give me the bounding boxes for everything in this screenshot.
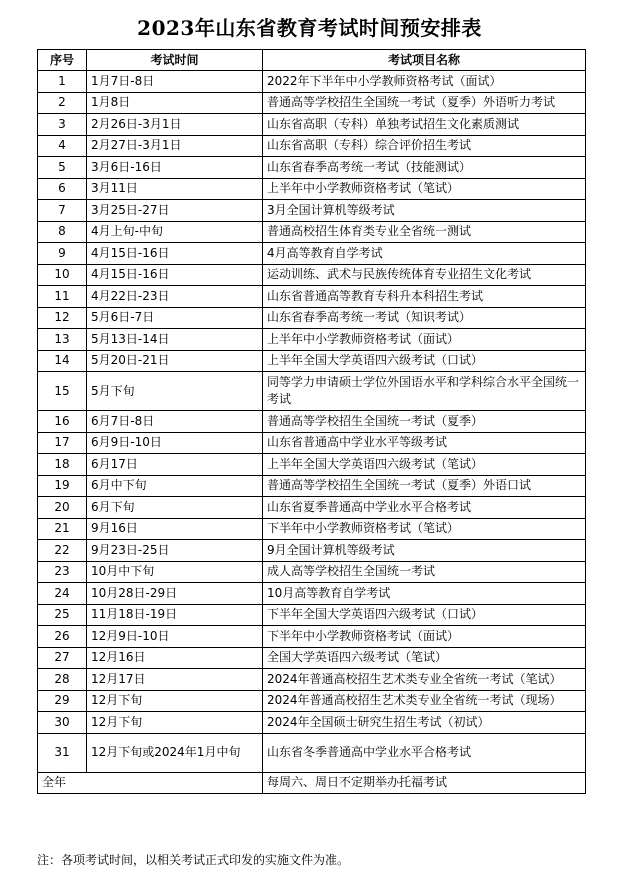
row-number: 12 [38,307,87,329]
row-exam-time: 6月中下旬 [87,475,263,497]
exam-schedule-table [37,49,586,794]
row-exam-name: 山东省冬季普通高中学业水平合格考试 [263,733,586,772]
row-exam-time: 9月23日-25日 [87,540,263,562]
row-number: 31 [38,733,87,772]
row-exam-time: 4月15日-16日 [87,243,263,265]
footnote: 注：各项考试时间，以相关考试正式印发的实施文件为准。 [37,853,350,867]
row-exam-name: 普通高等学校招生全国统一考试（夏季） [263,411,586,433]
row-exam-name: 山东省普通高中学业水平等级考试 [263,432,586,454]
row-number: 15 [38,372,87,411]
row-exam-time: 3月6日-16日 [87,157,263,179]
all-year-label: 全年 [38,772,263,794]
row-exam-time: 6月17日 [87,454,263,476]
row-exam-name: 2022年下半年中小学教师资格考试（面试） [263,71,586,93]
row-exam-name: 2024年全国硕士研究生招生考试（初试） [263,712,586,734]
row-exam-name: 山东省春季高考统一考试（知识考试） [263,307,586,329]
row-number: 10 [38,264,87,286]
row-number: 17 [38,432,87,454]
row-number: 18 [38,454,87,476]
row-number: 20 [38,497,87,519]
row-number: 24 [38,583,87,605]
row-exam-name: 普通高等学校招生全国统一考试（夏季）外语口试 [263,475,586,497]
row-number: 3 [38,114,87,136]
table-row [38,135,586,157]
row-exam-name: 下半年中小学教师资格考试（笔试） [263,518,586,540]
table-row [38,690,586,712]
row-exam-time: 5月20日-21日 [87,350,263,372]
row-exam-time: 9月16日 [87,518,263,540]
row-exam-name: 4月高等教育自学考试 [263,243,586,265]
row-number: 25 [38,604,87,626]
row-exam-time: 12月17日 [87,669,263,691]
row-exam-name: 9月全国计算机等级考试 [263,540,586,562]
row-exam-time: 2月26日-3月1日 [87,114,263,136]
row-exam-name: 普通高等学校招生全国统一考试（夏季）外语听力考试 [263,92,586,114]
row-exam-name: 普通高校招生体育类专业全省统一测试 [263,221,586,243]
table-row [38,540,586,562]
row-exam-name: 山东省夏季普通高中学业水平合格考试 [263,497,586,519]
row-exam-time: 12月下旬 [87,690,263,712]
row-exam-name: 上半年全国大学英语四六级考试（口试） [263,350,586,372]
row-exam-name: 山东省高职（专科）单独考试招生文化素质测试 [263,114,586,136]
table-row [38,733,586,772]
row-number: 7 [38,200,87,222]
row-number: 9 [38,243,87,265]
table-row [38,329,586,351]
header-no: 序号 [38,50,87,71]
row-exam-name: 10月高等教育自学考试 [263,583,586,605]
table-row-all-year [38,772,586,794]
table-row [38,583,586,605]
row-number: 22 [38,540,87,562]
row-exam-time: 12月16日 [87,647,263,669]
row-exam-name: 2024年普通高校招生艺术类专业全省统一考试（笔试） [263,669,586,691]
table-row [38,454,586,476]
row-exam-name: 全国大学英语四六级考试（笔试） [263,647,586,669]
row-exam-name: 上半年中小学教师资格考试（笔试） [263,178,586,200]
table-row [38,286,586,308]
row-exam-time: 12月下旬或2024年1月中旬 [87,733,263,772]
row-number: 26 [38,626,87,648]
table-row [38,200,586,222]
table-row [38,497,586,519]
row-exam-name: 山东省春季高考统一考试（技能测试） [263,157,586,179]
table-row [38,71,586,93]
row-number: 23 [38,561,87,583]
row-number: 21 [38,518,87,540]
table-row [38,157,586,179]
row-exam-name: 3月全国计算机等级考试 [263,200,586,222]
table-row [38,604,586,626]
row-exam-name: 山东省高职（专科）综合评价招生考试 [263,135,586,157]
row-exam-name: 上半年中小学教师资格考试（面试） [263,329,586,351]
table-row [38,561,586,583]
row-exam-name: 2024年普通高校招生艺术类专业全省统一考试（现场） [263,690,586,712]
row-number: 5 [38,157,87,179]
row-number: 16 [38,411,87,433]
row-exam-time: 1月8日 [87,92,263,114]
row-exam-name: 同等学力申请硕士学位外国语水平和学科综合水平全国统一考试 [263,372,586,411]
all-year-exam-name: 每周六、周日不定期举办托福考试 [263,772,586,794]
row-exam-name: 上半年全国大学英语四六级考试（笔试） [263,454,586,476]
table-row [38,712,586,734]
row-number: 8 [38,221,87,243]
page-title: 2023年山东省教育考试时间预安排表 [137,16,482,40]
row-number: 30 [38,712,87,734]
row-exam-time: 3月11日 [87,178,263,200]
table-row [38,626,586,648]
row-exam-name: 山东省普通高等教育专科升本科招生考试 [263,286,586,308]
row-exam-time: 5月13日-14日 [87,329,263,351]
row-exam-time: 4月15日-16日 [87,264,263,286]
row-exam-time: 4月上旬-中旬 [87,221,263,243]
table-row [38,411,586,433]
table-row [38,221,586,243]
table-row [38,178,586,200]
row-number: 4 [38,135,87,157]
table-row [38,669,586,691]
table-row [38,647,586,669]
row-exam-name: 下半年全国大学英语四六级考试（口试） [263,604,586,626]
row-number: 13 [38,329,87,351]
row-number: 19 [38,475,87,497]
row-number: 11 [38,286,87,308]
row-exam-time: 6月7日-8日 [87,411,263,433]
table-row [38,432,586,454]
row-exam-name: 运动训练、武术与民族传统体育专业招生文化考试 [263,264,586,286]
row-exam-time: 10月中下旬 [87,561,263,583]
row-exam-time: 2月27日-3月1日 [87,135,263,157]
row-exam-time: 11月18日-19日 [87,604,263,626]
row-number: 28 [38,669,87,691]
table-row [38,350,586,372]
row-exam-name: 成人高等学校招生全国统一考试 [263,561,586,583]
row-exam-time: 12月9日-10日 [87,626,263,648]
row-number: 27 [38,647,87,669]
table-row [38,264,586,286]
table-row [38,243,586,265]
row-exam-time: 6月下旬 [87,497,263,519]
table-row [38,114,586,136]
row-exam-name: 下半年中小学教师资格考试（面试） [263,626,586,648]
table-row [38,92,586,114]
row-number: 6 [38,178,87,200]
row-number: 14 [38,350,87,372]
row-exam-time: 5月6日-7日 [87,307,263,329]
row-exam-time: 1月7日-8日 [87,71,263,93]
row-exam-time: 3月25日-27日 [87,200,263,222]
row-exam-time: 12月下旬 [87,712,263,734]
row-exam-time: 4月22日-23日 [87,286,263,308]
table-row [38,518,586,540]
table-row [38,307,586,329]
row-exam-time: 10月28日-29日 [87,583,263,605]
header-name: 考试项目名称 [263,50,586,71]
row-number: 2 [38,92,87,114]
table-row [38,372,586,411]
row-exam-time: 5月下旬 [87,372,263,411]
row-number: 29 [38,690,87,712]
row-number: 1 [38,71,87,93]
table-header-row [38,50,586,71]
row-exam-time: 6月9日-10日 [87,432,263,454]
table-row [38,475,586,497]
header-time: 考试时间 [87,50,263,71]
